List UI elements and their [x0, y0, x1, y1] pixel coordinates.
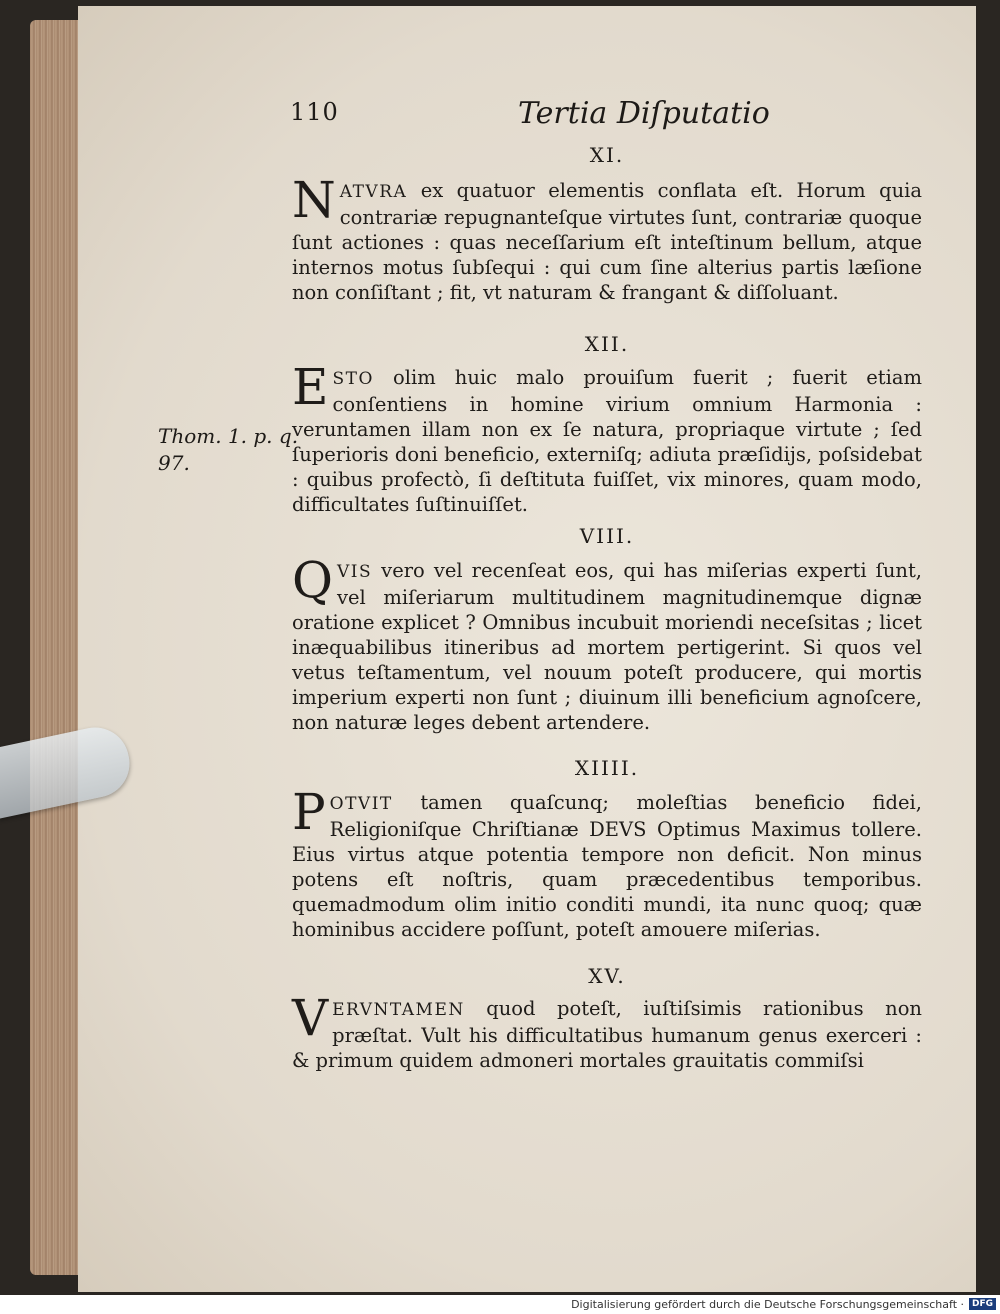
- drop-initial: Q: [292, 551, 333, 609]
- paragraph-text: vero vel recenſeat eos, qui has miſerias experti ſunt, vel miſeriarum multitudinem magnitudinemque dignæ oratione explicet ? Omnibus incubuit moriendi neceſsitas ; licet inæquabilibus itineribus ad mortem pertigerint. Si quos vel vetus teſtamentum, vel nouum poteſt producere, qui mortis imperium experti non ſunt ; diuinum illi beneficium agnoſcere, non naturæ leges debent artendere.: [292, 559, 922, 734]
- margin-note: [158, 423, 298, 477]
- section-paragraph: [292, 989, 922, 1073]
- section-paragraph: [292, 358, 922, 517]
- section-numeral: XIIII.: [574, 756, 640, 780]
- paragraph-text: olim huic malo prouiſum fuerit ; fuerit etiam conſentiens in homine virium omnium Harmonia : veruntamen illam non ex ſe natura, propriaque virtute ; ſed ſuperioris doni beneficio, externiſq; adiuta præſidijs, poſsidebat : quibus profectò, ſi deſtituta fuiſſet, vix minores, quam modo, difficultates ſuſtinuiſſet.: [292, 366, 922, 516]
- lead-word: OTVIT: [329, 794, 393, 814]
- lead-word: ATVRA: [339, 182, 408, 202]
- paragraph-text: ex quatuor elementis conflata eſt. Horum quia contrariæ repugnanteſque virtutes ſunt, contrariæ quoque ſunt actiones : quas neceſſarium eſt inteſtinum bellum, atque internos motus ſubſequi : qui cum ſine alterius partis læſione non conſiſtant ; fit, vt naturam & frangant & diſſoluant.: [292, 179, 922, 304]
- lead-word: ERVNTAMEN: [332, 1000, 465, 1020]
- section-paragraph: [292, 783, 922, 942]
- page-header: [290, 98, 930, 138]
- drop-initial: N: [292, 171, 336, 229]
- margin-note-line: Thom. 1. p. q.: [158, 424, 299, 448]
- section-paragraph: [292, 171, 922, 305]
- margin-note-line: 97.: [158, 451, 190, 475]
- section-numeral: XV.: [588, 964, 626, 988]
- page-number: 110: [290, 98, 339, 126]
- paragraph-text: quod poteſt, iuſtiſsimis rationibus non præſtat. Vult his difficultatibus humanum genus exerceri : & primum quidem admoneri mortales grauitatis commiſsi: [292, 997, 922, 1072]
- paragraph-text: tamen quaſcunq; moleſtias beneficio fidei, Religioniſque Chriſtianæ DEVS Optimus Maximus tollere. Eius virtus atque potentia tempore non deficit. Non minus potens eſt noſtris, quam præcedentibus temporibus. quemadmodum olim initio conditi mundi, ita nunc quoq; quæ hominibus accidere poſſunt, poteſt amouere miſerias.: [292, 791, 922, 941]
- section-paragraph: [292, 551, 922, 735]
- section-numeral: XII.: [584, 332, 630, 356]
- funding-credit: Digitalisierung gefördert durch die Deutsche Forschungsgemeinschaft ·: [571, 1298, 964, 1311]
- running-title: Tertia Diſputatio: [518, 96, 770, 131]
- lead-word: VIS: [337, 562, 373, 582]
- lead-word: STO: [332, 369, 374, 389]
- drop-initial: E: [292, 358, 329, 416]
- drop-initial: V: [292, 989, 329, 1047]
- section-numeral: XI.: [589, 143, 625, 167]
- dfg-logo: DFG: [969, 1298, 996, 1310]
- drop-initial: P: [292, 783, 326, 841]
- footer-bar: [0, 1295, 1000, 1314]
- section-numeral: VIII.: [579, 524, 635, 548]
